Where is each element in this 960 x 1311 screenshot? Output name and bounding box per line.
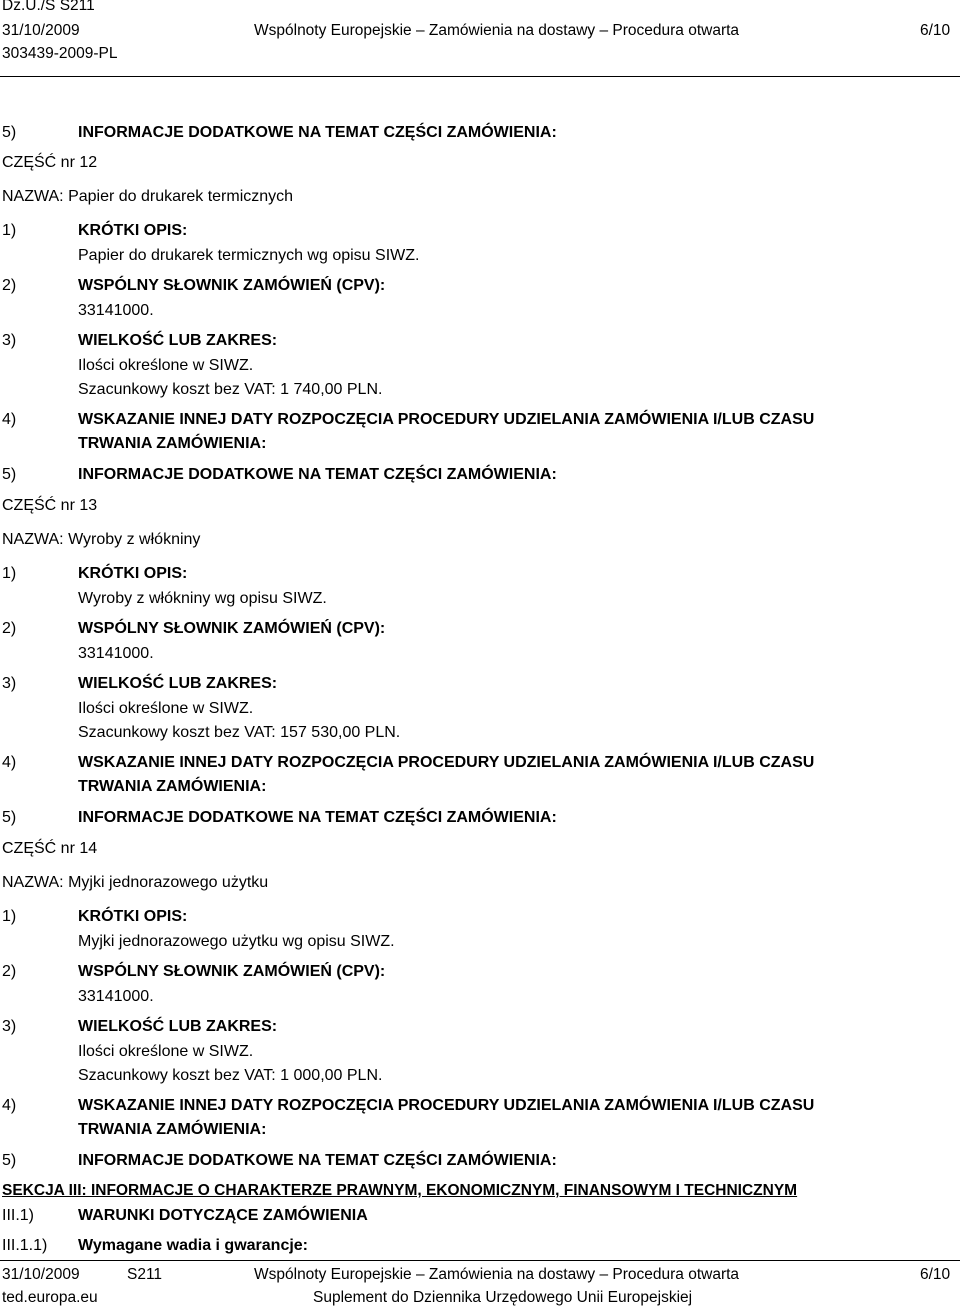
part-heading: CZĘŚĆ nr 14 [2,840,98,857]
item2-value: 33141000. [78,988,154,1005]
item3-num: 3) [2,332,17,349]
item3-label: WIELKOŚĆ LUB ZAKRES: [78,332,278,349]
footer-code: S211 [127,1266,163,1283]
item3-value2: Szacunkowy koszt bez VAT: 1 000,00 PLN. [78,1067,383,1084]
item1-value: Myjki jednorazowego użytku wg opisu SIWZ. [78,933,395,950]
item3-value1: Ilości określone w SIWZ. [78,357,254,374]
item5-num: 5) [2,1152,17,1169]
item4-num: 4) [2,411,17,428]
item5-label: INFORMACJE DODATKOWE NA TEMAT CZĘŚCI ZAMÓWIENIA: [78,466,557,483]
item3-label: WIELKOŚĆ LUB ZAKRES: [78,675,278,692]
header-rule [0,76,960,77]
item2-label: WSPÓLNY SŁOWNIK ZAMÓWIEŃ (CPV): [78,620,386,637]
header-page: 6/10 [920,22,951,39]
item2-value: 33141000. [78,302,154,319]
header-date: 31/10/2009 [2,22,80,39]
top-item5-label: INFORMACJE DODATKOWE NA TEMAT CZĘŚCI ZAMÓWIENIA: [78,124,557,141]
footer-title: Wspólnoty Europejskie – Zamówienia na dostawy – Procedura otwarta [254,1266,740,1283]
section3-sub1-label: WARUNKI DOTYCZĄCE ZAMÓWIENIA [78,1207,368,1224]
footer-supplement: Suplement do Dziennika Urzędowego Unii Europejskiej [313,1289,693,1306]
item4-label1: WSKAZANIE INNEJ DATY ROZPOCZĘCIA PROCEDURY UDZIELANIA ZAMÓWIENIA I/LUB CZASU [78,754,815,771]
item2-label: WSPÓLNY SŁOWNIK ZAMÓWIEŃ (CPV): [78,963,386,980]
item1-num: 1) [2,908,17,925]
item4-label2: TRWANIA ZAMÓWIENIA: [78,778,267,795]
section3-sub11-label: Wymagane wadia i gwarancje: [78,1237,309,1254]
part-name [2,530,200,549]
name-value: Myjki jednorazowego użytku [68,874,269,891]
item4-num: 4) [2,1097,17,1114]
name-label: NAZWA: [2,531,64,548]
item3-value2: Szacunkowy koszt bez VAT: 157 530,00 PLN. [78,724,401,741]
part-name [2,873,268,892]
item1-value: Papier do drukarek termicznych wg opisu SIWZ. [78,247,420,264]
item4-label1: WSKAZANIE INNEJ DATY ROZPOCZĘCIA PROCEDURY UDZIELANIA ZAMÓWIENIA I/LUB CZASU [78,411,815,428]
item1-num: 1) [2,222,17,239]
part-name [2,187,293,206]
item2-num: 2) [2,277,17,294]
item5-label: INFORMACJE DODATKOWE NA TEMAT CZĘŚCI ZAMÓWIENIA: [78,1152,557,1169]
item1-value: Wyroby z włókniny wg opisu SIWZ. [78,590,327,607]
item5-num: 5) [2,466,17,483]
item1-label: KRÓTKI OPIS: [78,565,188,582]
top-item5-num: 5) [2,124,17,141]
item3-value1: Ilości określone w SIWZ. [78,700,254,717]
item3-value1: Ilości określone w SIWZ. [78,1043,254,1060]
header-title: Wspólnoty Europejskie – Zamówienia na dostawy – Procedura otwarta [254,22,740,39]
section3-title: SEKCJA III: INFORMACJE O CHARAKTERZE PRAWNYM, EKONOMICZNYM, FINANSOWYM I TECHNICZNYM [2,1182,798,1199]
item3-label: WIELKOŚĆ LUB ZAKRES: [78,1018,278,1035]
name-value: Wyroby z włókniny [68,531,201,548]
footer-rule [0,1260,960,1261]
item4-num: 4) [2,754,17,771]
item2-num: 2) [2,620,17,637]
item3-value2: Szacunkowy koszt bez VAT: 1 740,00 PLN. [78,381,383,398]
item1-label: KRÓTKI OPIS: [78,222,188,239]
section3-sub1-num: III.1) [2,1207,35,1224]
item5-label: INFORMACJE DODATKOWE NA TEMAT CZĘŚCI ZAMÓWIENIA: [78,809,557,826]
footer-page: 6/10 [920,1266,951,1283]
item4-label2: TRWANIA ZAMÓWIENIA: [78,435,267,452]
item1-label: KRÓTKI OPIS: [78,908,188,925]
item2-num: 2) [2,963,17,980]
footer-date: 31/10/2009 [2,1266,80,1283]
item2-label: WSPÓLNY SŁOWNIK ZAMÓWIEŃ (CPV): [78,277,386,294]
name-label: NAZWA: [2,188,64,205]
name-value: Papier do drukarek termicznych [68,188,294,205]
name-label: NAZWA: [2,874,64,891]
item2-value: 33141000. [78,645,154,662]
part-heading: CZĘŚĆ nr 12 [2,154,98,171]
journal-ref: Dz.U./S S211 [2,0,95,14]
item5-num: 5) [2,809,17,826]
part-heading: CZĘŚĆ nr 13 [2,497,98,514]
notice-id: 303439-2009-PL [2,45,118,62]
item3-num: 3) [2,1018,17,1035]
item4-label1: WSKAZANIE INNEJ DATY ROZPOCZĘCIA PROCEDURY UDZIELANIA ZAMÓWIENIA I/LUB CZASU [78,1097,815,1114]
item4-label2: TRWANIA ZAMÓWIENIA: [78,1121,267,1138]
item3-num: 3) [2,675,17,692]
section3-sub11-num: III.1.1) [2,1237,48,1254]
footer-site: ted.europa.eu [2,1289,98,1306]
item1-num: 1) [2,565,17,582]
